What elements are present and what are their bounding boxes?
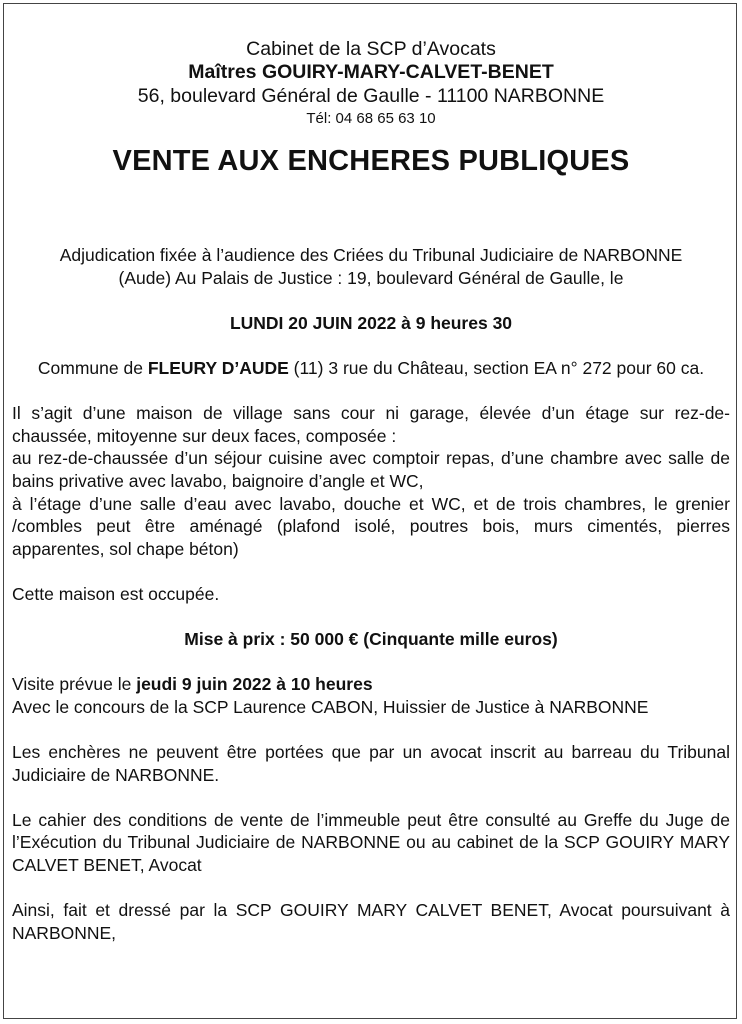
commune-suffix: (11) 3 rue du Château, section EA n° 272 pour 60 ca. [288, 357, 705, 378]
commune-prefix: Commune de [37, 357, 148, 378]
description-ground-floor: au rez-de-chaussée d’un séjour cuisine avec comptoir repas, d’une chambre avec salle de bains privative avec lavabo, baignoire d’angle et WC, [12, 448, 730, 491]
visit-concours: Avec le concours de la SCP Laurence CABON, Huissier de Justice à NARBONNE [12, 696, 649, 717]
description-upper-floor: à l’étage d’une salle d’eau avec lavabo, douche et WC, et de trois chambres, le grenier /combles peut être aménagé (plafond isolé, poutres bois, murs cimentés, pierres apparentes, sol chape béton) [12, 493, 730, 559]
commune-name: FLEURY D’AUDE [147, 357, 289, 378]
adjudication-line-1: Adjudication fixée à l’audience des Criées du Tribunal Judiciaire de NARBONNE [59, 245, 683, 265]
visit-datetime: jeudi 9 juin 2022 à 10 heures [136, 674, 373, 695]
firm-name: Cabinet de la SCP d’Avocats [246, 38, 496, 60]
adjudication-line-2: (Aude) Au Palais de Justice : 19, boulevard Général de Gaulle, le [118, 267, 624, 288]
firm-masters: Maîtres GOUIRY-MARY-CALVET-BENET [188, 61, 554, 83]
property-location [12, 357, 730, 380]
firm-address: 56, boulevard Général de Gaulle - 11100 NARBONNE [137, 85, 605, 107]
closing-statement: Ainsi, fait et dressé par la SCP GOUIRY MARY CALVET BENET, Avocat poursuivant à NARBONNE, [12, 900, 730, 943]
starting-price: Mise à prix : 50 000 € (Cinquante mille euros) [184, 629, 558, 650]
visit-prefix: Visite prévue le [12, 674, 137, 695]
description-intro: Il s’agit d’une maison de village sans cour ni garage, élevée d’un étage sur rez-de- chaussée, mitoyenne sur deux faces, composée : [12, 403, 730, 446]
occupancy-status: Cette maison est occupée. [12, 583, 220, 604]
firm-phone: Tél: 04 68 65 63 10 [306, 110, 436, 127]
visit-date [12, 673, 730, 696]
notice-body [12, 244, 730, 944]
bidding-rule: Les enchères ne peuvent être portées que par un avocat inscrit au barreau du Tribunal Judiciaire de NARBONNE. [12, 742, 730, 785]
sale-conditions: Le cahier des conditions de vente de l’immeuble peut être consulté au Greffe du Juge de l’Exécution du Tribunal Judiciaire de NARBONNE ou au cabinet de la SCP GOUIRY MARY CALVET BENET, Avocat [12, 809, 730, 876]
notice-title: VENTE AUX ENCHERES PUBLIQUES [112, 145, 630, 177]
auction-date: LUNDI 20 JUIN 2022 à 9 heures 30 [229, 312, 513, 333]
